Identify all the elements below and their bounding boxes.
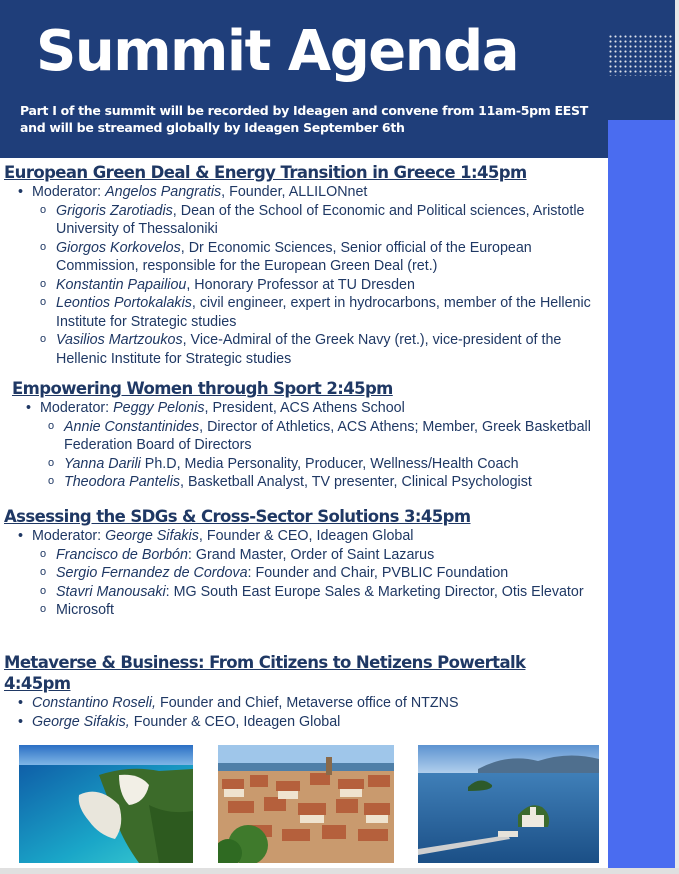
agenda-section-metaverse	[4, 652, 604, 731]
page-edge	[675, 0, 679, 874]
old-town-rooftops-photo	[218, 745, 394, 863]
agenda-section-energy	[4, 162, 604, 368]
speaker-item: o Francisco de Borbón: Grand Master, Order of Saint Lazarus	[4, 546, 604, 565]
speaker-item: o Sergio Fernandez de Cordova: Founder and Chair, PVBLIC Foundation	[4, 564, 604, 583]
speaker-item: o Grigoris Zarotiadis, Dean of the School of Economic and Political sciences, Aristotle University of Thessaloniki	[4, 202, 604, 239]
header-banner	[0, 0, 608, 158]
section-title: Metaverse & Business: From Citizens to Netizens Powertalk 4:45pm	[4, 653, 526, 693]
speaker-item: o Konstantin Papailiou, Honorary Professor at TU Dresden	[4, 276, 604, 295]
speaker-item: • Constantino Roseli, Founder and Chief, Metaverse office of NTZNS	[4, 694, 604, 713]
moderator-line: • Moderator: Peggy Pelonis, President, ACS Athens School	[12, 399, 612, 418]
agenda-section-women-sport	[12, 378, 612, 492]
page-subtitle: Part I of the summit will be recorded by Ideagen and convene from 11am-5pm EEST and will be streamed globally by Ideagen September 6th	[20, 103, 588, 135]
speaker-item: o Theodora Pantelis, Basketball Analyst, TV presenter, Clinical Psychologist	[12, 473, 612, 492]
agenda-section-sdgs	[4, 506, 604, 620]
section-title: European Green Deal & Energy Transition in Greece 1:45pm	[4, 163, 527, 182]
speaker-item: o Giorgos Korkovelos, Dr Economic Sciences, Senior official of the European Commission, responsible for the European Green Deal (ret.)	[4, 239, 604, 276]
speaker-item: o Stavri Manousaki: MG South East Europe Sales & Marketing Director, Otis Elevator	[4, 583, 604, 602]
page-bottom-edge	[0, 868, 679, 874]
moderator-line: • Moderator: Angelos Pangratis, Founder, ALLILONnet	[4, 183, 604, 202]
moderator-line: • Moderator: George Sifakis, Founder & CEO, Ideagen Global	[4, 527, 604, 546]
speaker-item: o Microsoft	[4, 601, 604, 620]
speaker-item: o Annie Constantinides, Director of Athletics, ACS Athens; Member, Greek Basketball Federation Board of Directors	[12, 418, 612, 455]
speaker-item: o Yanna Darili Ph.D, Media Personality, Producer, Wellness/Health Coach	[12, 455, 612, 474]
speaker-item: • George Sifakis, Founder & CEO, Ideagen Global	[4, 713, 604, 732]
dot-pattern-icon	[608, 34, 672, 76]
monastery-islet-photo	[418, 745, 599, 863]
page-title: Summit Agenda	[36, 19, 519, 84]
speaker-item: o Vasilios Martzoukos, Vice-Admiral of the Greek Navy (ret.), vice-president of the Hellenic Institute for Strategic studies	[4, 331, 604, 368]
coastal-cliffs-photo	[19, 745, 193, 863]
section-title: Assessing the SDGs & Cross-Sector Solutions 3:45pm	[4, 507, 471, 526]
section-title: Empowering Women through Sport 2:45pm	[12, 379, 393, 398]
speaker-item: o Leontios Portokalakis, civil engineer, expert in hydrocarbons, member of the Hellenic Institute for Strategic studies	[4, 294, 604, 331]
accent-bar	[608, 120, 675, 868]
